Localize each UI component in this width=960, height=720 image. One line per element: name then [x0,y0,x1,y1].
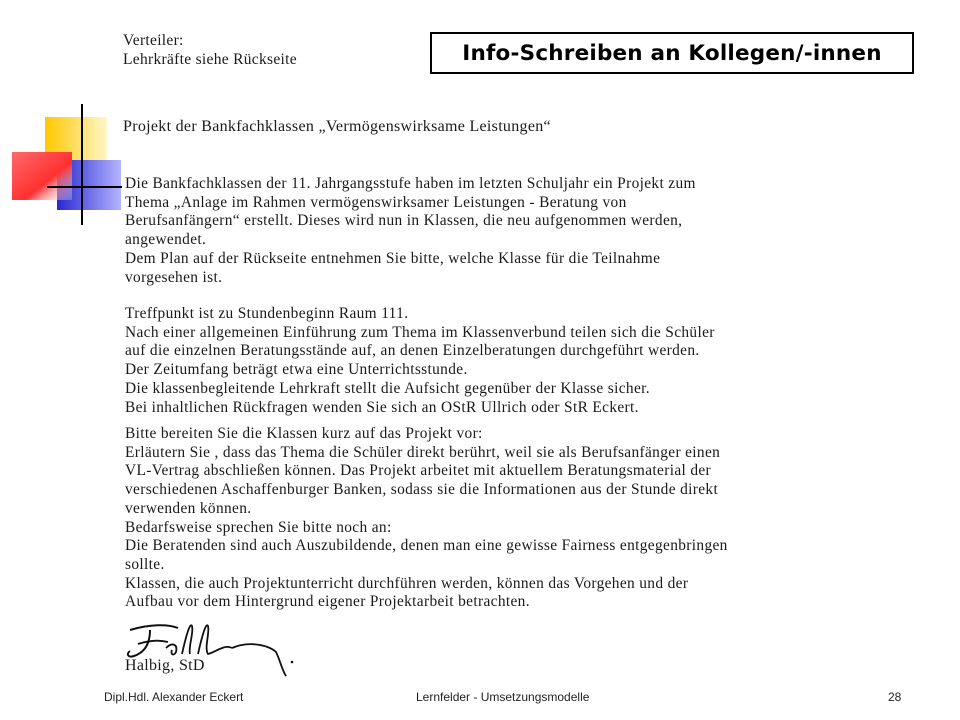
footer-title: Lernfelder - Umsetzungsmodelle [416,690,590,704]
text-line: verschiedenen Aschaffenburger Banken, sodass sie die Informationen aus der Stunde direkt [125,481,719,499]
text-line: auf die einzelnen Beratungsstände auf, an denen Einzelberatungen durchgeführt werden. [125,342,700,360]
distribution-note [123,31,297,69]
text-line: Bei inhaltlichen Rückfragen wenden Sie sich an OStR Ullrich oder StR Eckert. [125,398,639,416]
text-line: Die Bankfachklassen der 11. Jahrgangsstufe haben im letzten Schuljahr ein Projekt zum [125,175,696,192]
red-square [12,152,72,200]
signer-name: Halbig, StD [125,657,205,674]
text-line: Dem Plan auf der Rückseite entnehmen Sie bitte, welche Klasse für die Teilnahme [125,249,661,267]
text-line: verwenden können. [125,499,252,517]
text-line: VL-Vertrag abschließen können. Das Projekt arbeitet mit aktuellem Beratungsmaterial der [125,462,712,480]
text-line: vorgesehen ist. [125,268,223,286]
text-line: sollte. [125,555,165,573]
text-line: Die Beratenden sind auch Auszubildende, denen man eine gewisse Fairness entgegenbringen [125,537,728,555]
text-line: angewendet. [125,231,207,249]
text-line: Klassen, die auch Projektunterricht durchführen werden, können das Vorgehen und der [125,574,689,592]
text-line: Aufbau vor dem Hintergrund eigener Projektarbeit betrachten. [125,593,530,611]
project-title: Projekt der Bankfachklassen „Vermögenswirksame Leistungen“ [123,118,551,135]
page-number: 28 [888,690,902,704]
text-line: Der Zeitumfang beträgt etwa eine Unterrichtsstunde. [125,361,468,379]
text-line: Thema „Anlage im Rahmen vermögenswirksamer Leistungen - Beratung von [125,193,627,211]
paragraph-preparation [125,425,728,612]
slide-title: Info-Schreiben an Kollegen/-innen [462,40,882,66]
distribution-line: Lehrkräfte siehe Rückseite [123,51,297,68]
text-line: Bedarfsweise sprechen Sie bitte noch an: [125,518,392,536]
paragraph-intro [125,175,696,287]
decorative-color-blocks [0,0,130,240]
text-line: Erläutern Sie , dass das Thema die Schüler direkt berührt, weil sie als Berufsanfänger einen [125,443,721,461]
slide-title-box [430,32,914,74]
text-line: Treffpunkt ist zu Stundenbeginn Raum 111. [125,305,409,322]
text-line: Bitte bereiten Sie die Klassen kurz auf das Projekt vor: [125,425,483,442]
text-line: Nach einer allgemeinen Einführung zum Thema im Klassenverbund teilen sich die Schüler [125,323,715,341]
distribution-line: Verteiler: [123,32,184,49]
footer-author: Dipl.Hdl. Alexander Eckert [104,690,244,704]
text-line: Berufsanfängern“ erstellt. Dieses wird nun in Klassen, die neu aufgenommen werden, [125,212,683,230]
paragraph-procedure [125,305,715,417]
text-line: Die klassenbegleitende Lehrkraft stellt die Aufsicht gegenüber der Klasse sicher. [125,379,650,397]
